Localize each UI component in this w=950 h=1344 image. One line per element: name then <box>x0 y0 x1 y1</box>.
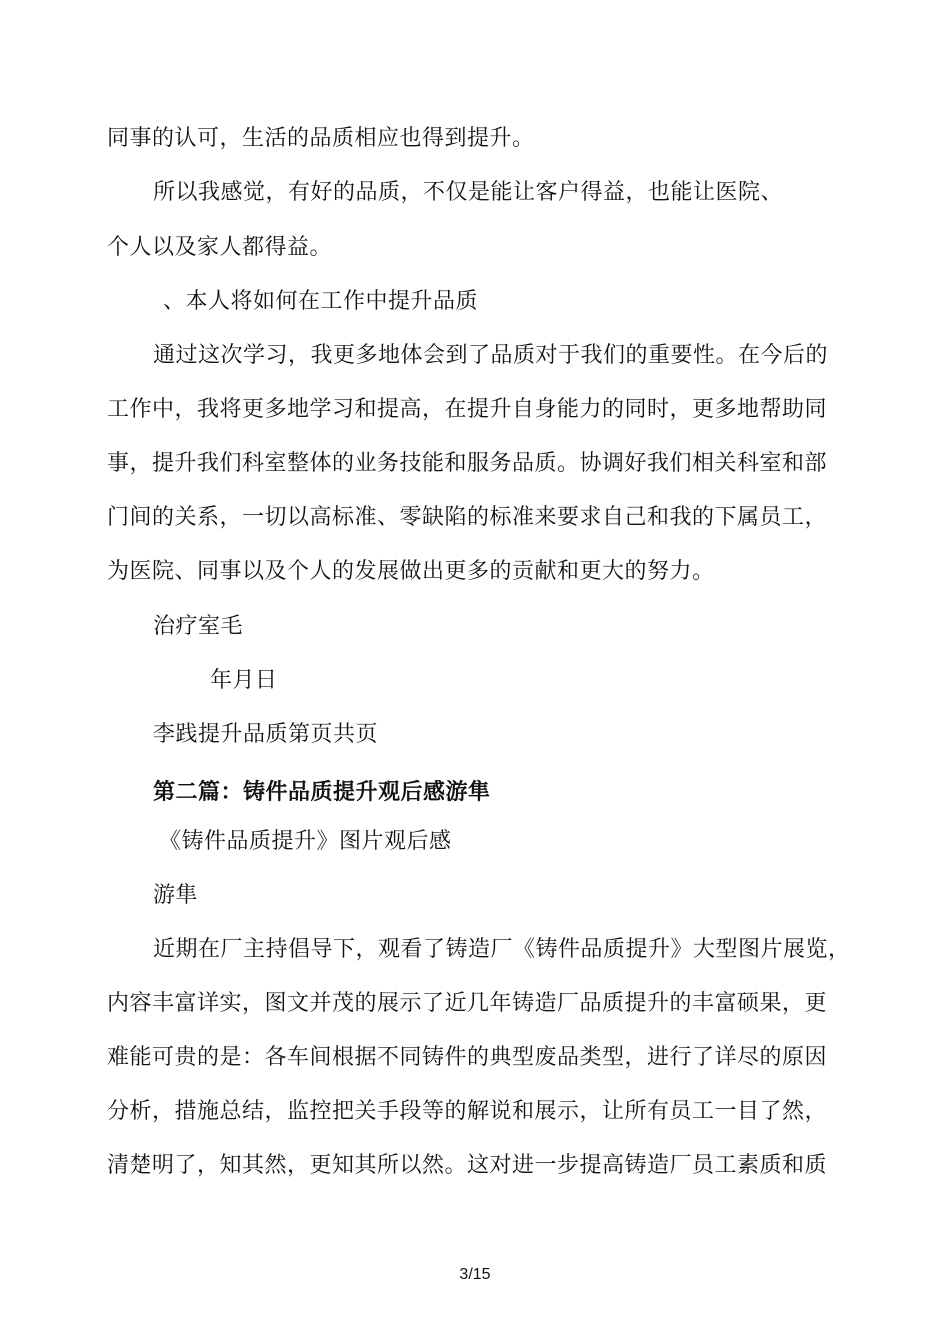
section-heading: 、本人将如何在工作中提升品质 <box>163 289 479 314</box>
text-line: 工作中，我将更多地学习和提高，在提升自身能力的同时，更多地帮助同 <box>107 397 828 422</box>
text-line: 内容丰富详实，图文并茂的展示了近几年铸造厂品质提升的丰富硕果，更 <box>107 991 828 1016</box>
text-line: 为医院、同事以及个人的发展做出更多的贡献和更大的努力。 <box>107 559 715 584</box>
text-line: 同事的认可，生活的品质相应也得到提升。 <box>107 126 535 151</box>
author-line: 游隼 <box>153 883 199 908</box>
date-line: 年月日 <box>210 668 278 693</box>
text-line: 事，提升我们科室整体的业务技能和服务品质。协调好我们相关科室和部 <box>107 451 828 476</box>
text-line: 清楚明了，知其然，更知其所以然。这对进一步提高铸造厂员工素质和质 <box>107 1153 828 1178</box>
article-subtitle: 《铸件品质提升》图片观后感 <box>159 829 452 854</box>
article-title: 第二篇：铸件品质提升观后感游隼 <box>153 780 491 805</box>
text-line: 通过这次学习，我更多地体会到了品质对于我们的重要性。在今后的 <box>153 343 829 368</box>
text-line: 所以我感觉，有好的品质，不仅是能让客户得益，也能让医院、 <box>153 180 784 205</box>
text-line: 门间的关系，一切以高标准、零缺陷的标准来要求自己和我的下属员工， <box>107 505 828 530</box>
signature-line: 治疗室毛 <box>153 614 244 639</box>
text-line: 难能可贵的是：各车间根据不同铸件的典型废品类型，进行了详尽的原因 <box>107 1045 828 1070</box>
text-line: 分析，措施总结，监控把关手段等的解说和展示，让所有员工一目了然， <box>107 1099 828 1124</box>
page-note: 李践提升品质第页共页 <box>153 722 379 747</box>
text-line: 个人以及家人都得益。 <box>107 235 333 260</box>
page-number: 3/15 <box>459 1266 491 1283</box>
text-line: 近期在厂主持倡导下，观看了铸造厂《铸件品质提升》大型图片展览， <box>153 937 851 962</box>
